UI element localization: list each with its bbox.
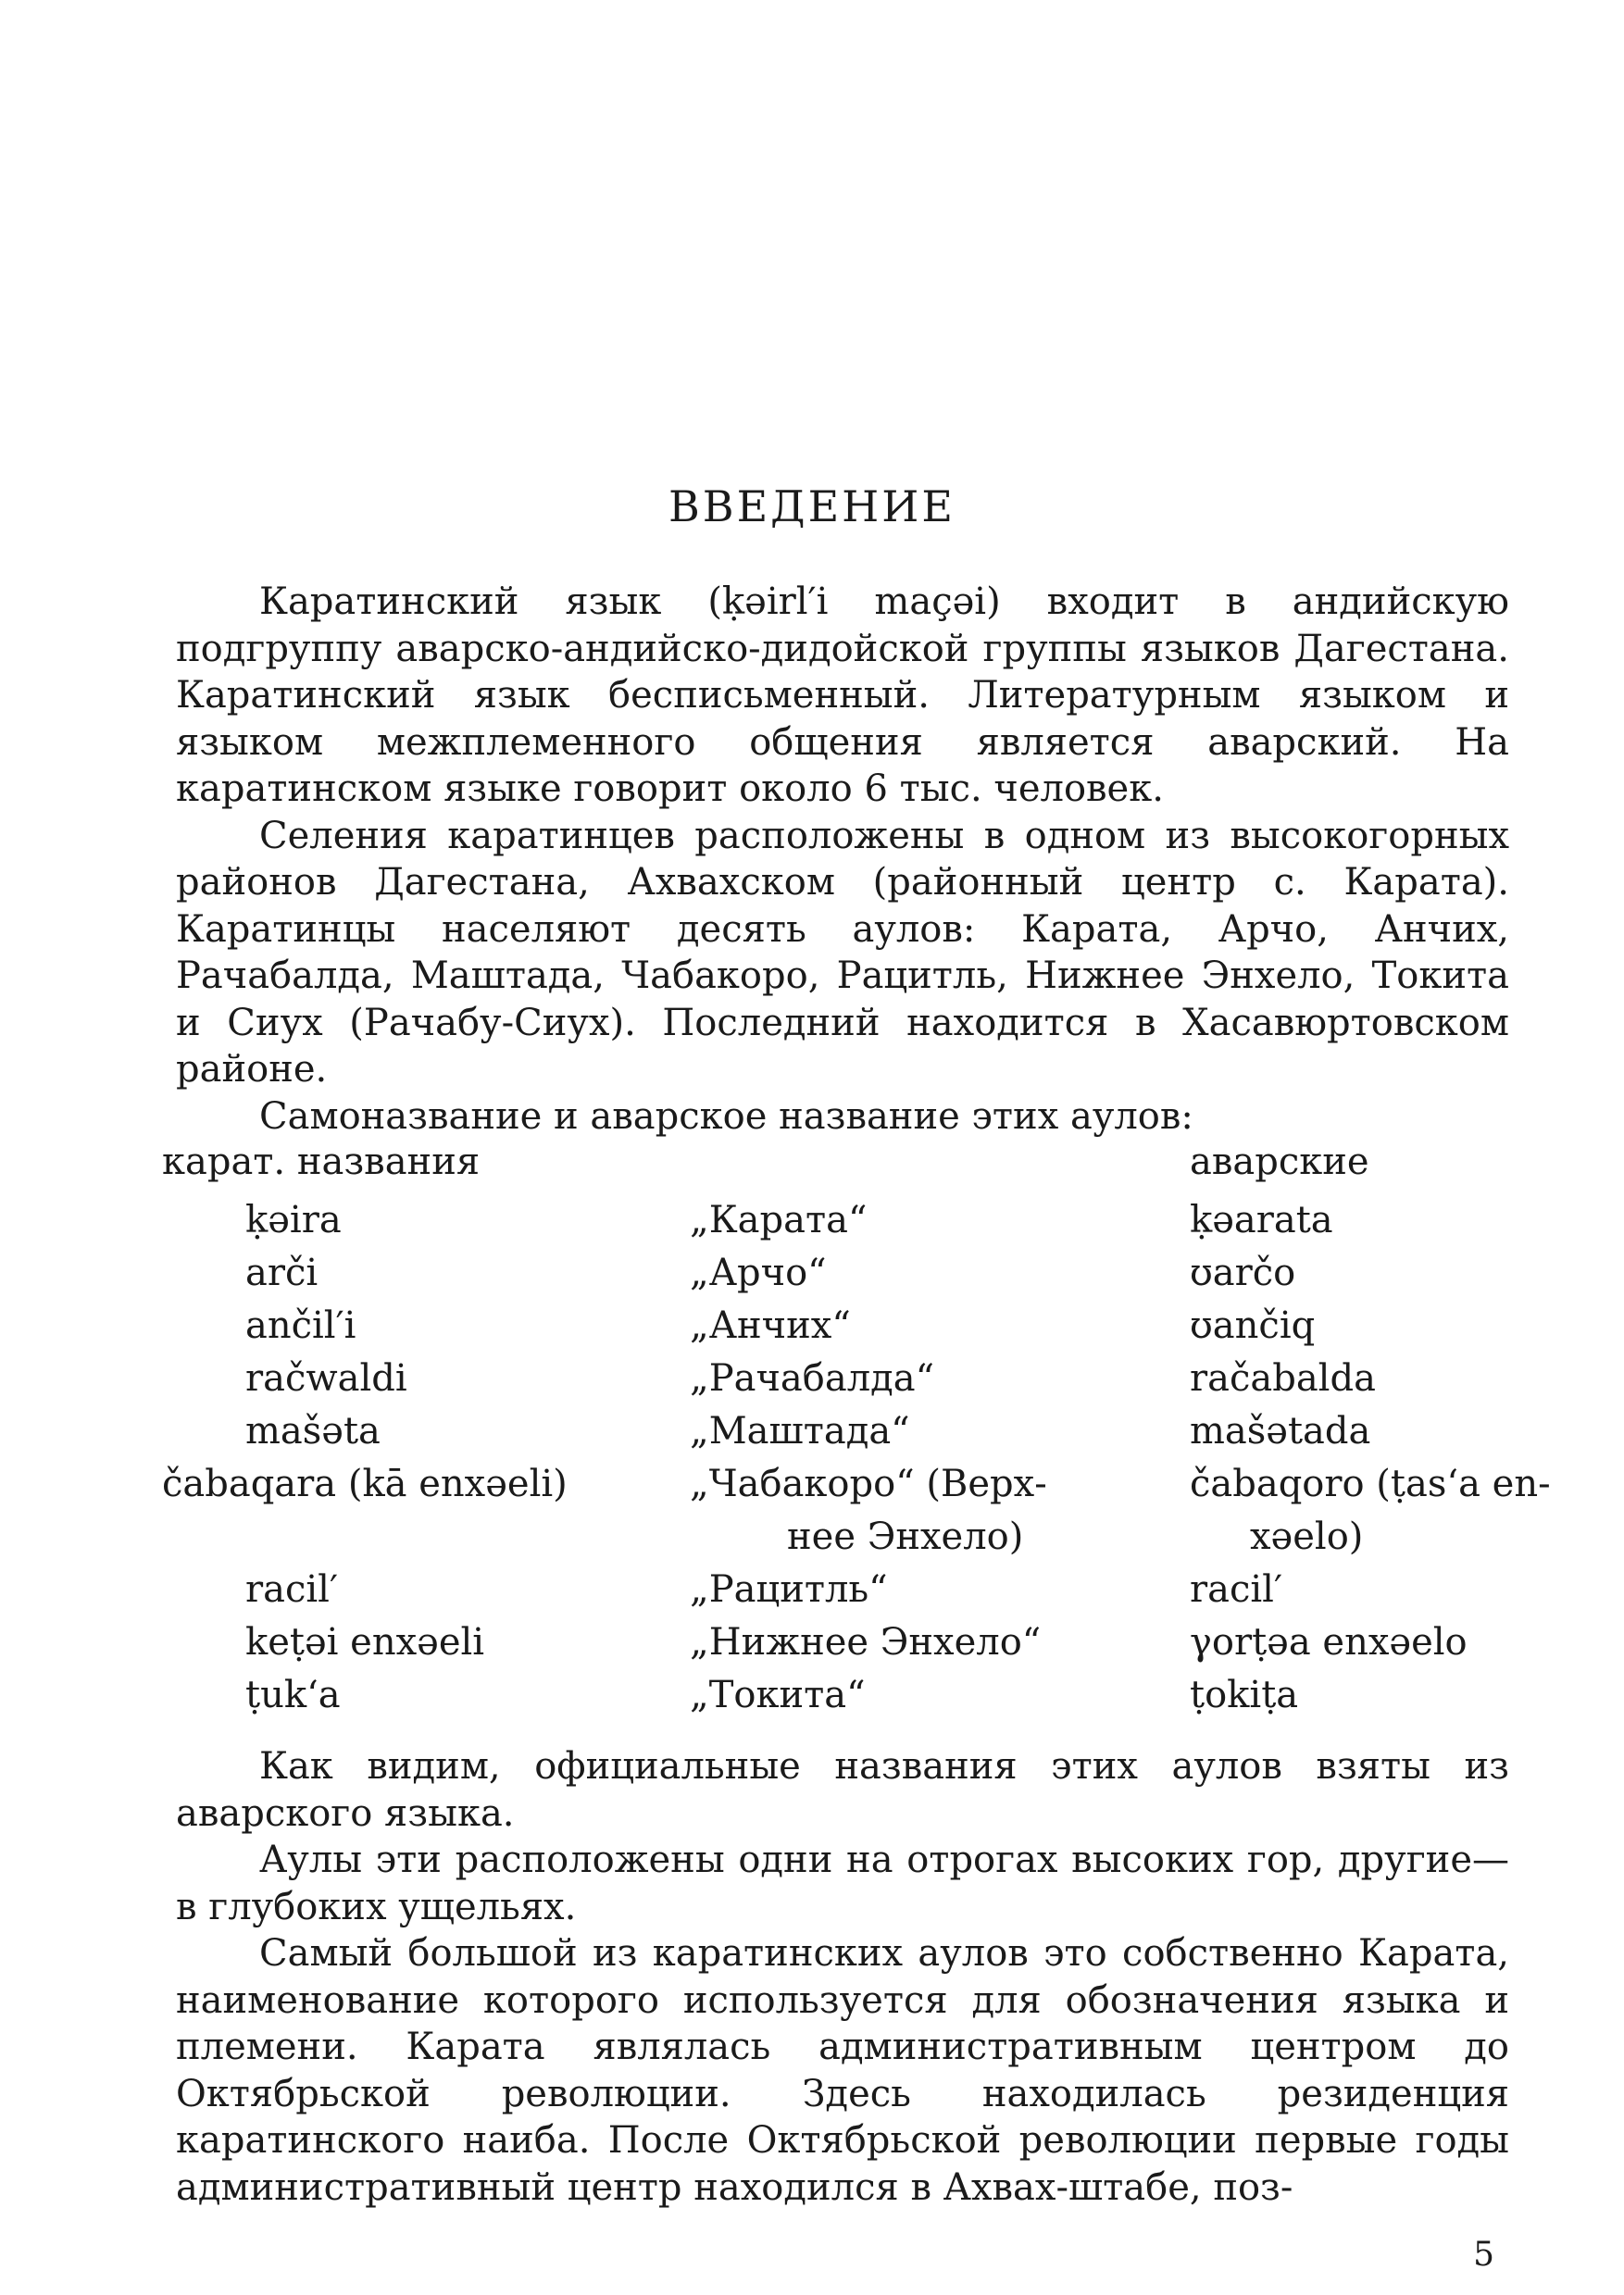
- cell-russian: „Рачабалда“: [690, 1357, 935, 1400]
- table-row: [162, 1194, 1560, 1247]
- cell-avar: mašətada: [1190, 1410, 1371, 1453]
- cell-avar: ʊarčo: [1190, 1252, 1296, 1294]
- cell-karat: ḳəira: [245, 1199, 342, 1241]
- cell-russian: „Арчо“: [690, 1252, 827, 1294]
- paragraph: Самый большой из каратинских аулов это собственно Карата, наименование которого используется для обозначения языка и племени. Карата являлась административным центром до Октябрьской революции. Здесь находилась резиденция каратинского наиба. После Октябрьской революции первые годы административный центр находился в Ахвах-штабе, поз-: [176, 1932, 1509, 2209]
- cell-karat: racil′: [245, 1568, 339, 1611]
- table-header-row: [162, 1136, 1560, 1194]
- table-row: [162, 1300, 1560, 1353]
- header-avar: аварские: [1190, 1141, 1369, 1183]
- cell-russian: „Нижнее Энхело“: [690, 1621, 1042, 1664]
- paragraph: Аулы эти расположены одни на отрогах высоких гор, другие—в глубоких ущельях.: [176, 1839, 1509, 1928]
- cell-karat: arči: [245, 1252, 319, 1294]
- cell-karat: ančil′i: [245, 1304, 356, 1347]
- table-row: [162, 1564, 1560, 1616]
- cell-avar: ʊančiq: [1190, 1304, 1316, 1347]
- cell-avar: racil′: [1190, 1568, 1283, 1611]
- cell-karat: čabaqara (kā enxəeli): [162, 1463, 568, 1505]
- cell-avar: ṭokiṭa: [1190, 1674, 1299, 1716]
- page-title: ВВЕДЕНИЕ: [668, 481, 956, 531]
- cell-avar: čabaqoro (ṭasʻa en-: [1190, 1463, 1551, 1505]
- cell-avar-multiline: [1190, 1458, 1560, 1564]
- intro-text: [176, 579, 1509, 1140]
- cell-avar-continuation: xəelo): [1250, 1515, 1364, 1558]
- cell-avar: račabalda: [1190, 1357, 1376, 1400]
- cell-russian: „Рацитль“: [690, 1568, 888, 1611]
- continuation-text: [176, 1743, 1509, 2211]
- table-row: [162, 1616, 1560, 1669]
- paragraph: Селения каратинцев расположены в одном из высокогорных районов Дагестана, Ахвахском (районный центр с. Карата). Каратинцы населяют десять аулов: Карата, Арчо, Анчих, Рачабалда, Маштада, Чабакоро, Рацитль, Нижнее Энхело, Токита и Сиух (Рачабу-Сиух). Последний находится в Хасавюртовском районе.: [176, 814, 1509, 1091]
- table-row: [162, 1353, 1560, 1405]
- cell-russian: „Маштада“: [690, 1410, 910, 1453]
- table-row: [162, 1247, 1560, 1300]
- paragraph: Самоназвание и аварское название этих аулов:: [259, 1094, 1193, 1138]
- paragraph: Как видим, официальные названия этих аулов взяты из аварского языка.: [176, 1745, 1509, 1835]
- cell-russian-continuation: нее Энхело): [787, 1515, 1024, 1558]
- village-names-table: [162, 1136, 1560, 1722]
- cell-russian: „Чабакоро“ (Верх-: [690, 1463, 1047, 1505]
- cell-russian: „Токита“: [690, 1674, 866, 1716]
- cell-avar: ḳəarata: [1190, 1199, 1333, 1241]
- cell-karat: račwaldi: [245, 1357, 407, 1400]
- paragraph: Каратинский язык (ḳəirl′i maçəi) входит в андийскую подгруппу аварско-андийско-дидойской группы языков Дагестана. Каратинский язык бесписьменный. Литературным языком и языком межплеменного общения является аварский. На каратинском языке говорит около 6 тыс. человек.: [176, 580, 1509, 810]
- table-row: [162, 1405, 1560, 1458]
- cell-karat: mašəta: [245, 1410, 381, 1453]
- cell-karat: ṭukʻa: [245, 1674, 341, 1716]
- table-row: [162, 1669, 1560, 1722]
- header-karat: карат. названия: [162, 1141, 481, 1183]
- cell-russian: „Карата“: [690, 1199, 868, 1241]
- cell-russian: „Анчих“: [690, 1304, 851, 1347]
- cell-karat: keṭəi enxəeli: [245, 1621, 485, 1664]
- page-number: 5: [1473, 2236, 1494, 2274]
- table-row: [162, 1458, 1560, 1564]
- cell-avar: γorṭəa enxəelo: [1190, 1621, 1468, 1664]
- cell-russian-multiline: [690, 1458, 1190, 1564]
